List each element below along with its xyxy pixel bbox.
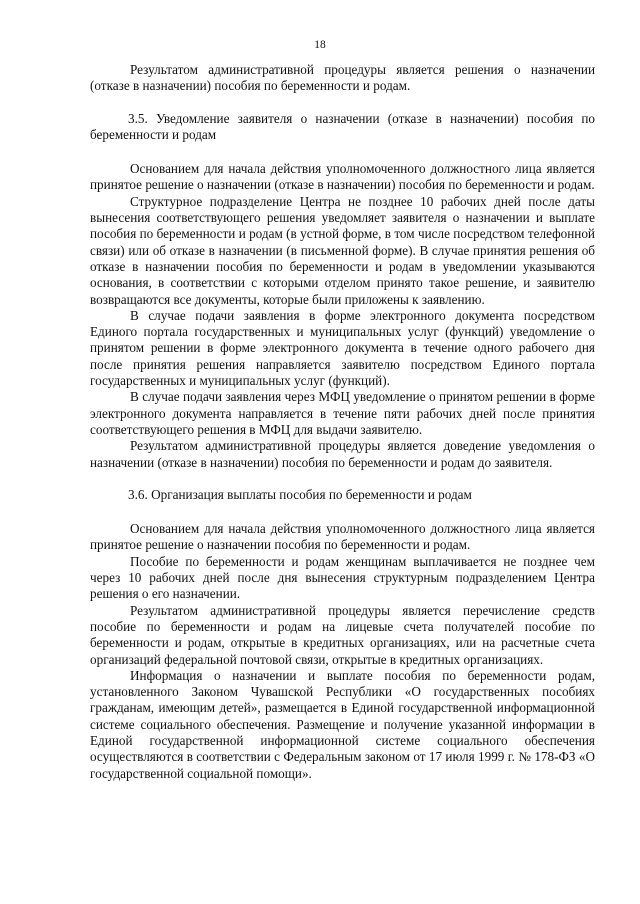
paragraph-information-placement: Информация о назначении и выплате пособия по беременности родам, установленного Законом Чувашской Республики «О государственных пособиях гражданам, имеющим детей», размещается в Единой государственной информационной системе социального обеспечения. Размещение и получение указанной информации в Единой государственной информационной системе социального обеспечения осуществляются в соответствии с Федеральным законом от 17 июля 1999 г. № 178-ФЗ «О государственной социальной помощи». [90,667,595,781]
paragraph-procedure-result: Результатом административной процедуры является решения о назначении (отказе в назначении) пособия по беременности и родам. [90,62,595,94]
paragraph-structural-unit-notice: Структурное подразделение Центра не позднее 10 рабочих дней после даты вынесения соответствующего решения уведомляет заявителя о назначении и выплате пособия по беременности и родам (в устной форме, в том числе посредством телефонной связи) или об отказе в назначении (в письменной форме). В случае принятия решения об отказе в назначении пособия по беременности и родам в уведомлении указываются основания, в соответствии с которыми отделом принято такое решение, и заявителю возвращаются все документы, которые были приложены к заявлению. [90,193,595,307]
section-heading-3-6: 3.6. Организация выплаты пособия по беременности и родам [128,486,472,502]
paragraph-notification-result: Результатом административной процедуры является доведение уведомления о назначении (отказе в назначении) пособия по беременности и родам до заявителя. [90,438,595,470]
paragraph-basis-payment: Основанием для начала действия уполномоченного должностного лица является принятое решение о назначении пособия по беременности и родам. [90,521,595,553]
page-number: 18 [314,39,326,51]
paragraph-basis-notification: Основанием для начала действия уполномоченного должностного лица является принятое решение о назначении (отказе в назначении) пособия по беременности и родам. [90,161,595,193]
paragraph-payment-result: Результатом административной процедуры является перечисление средств пособие по беременности и родам на лицевые счета получателей пособие по беременности и родам, открытые в кредитных организациях, или на расчетные счета организаций федеральной почтовой связи, открытые в кредитных организациях. [90,602,595,667]
paragraph-electronic-submission: В случае подачи заявления в форме электронного документа посредством Единого портала государственных и муниципальных услуг (функций) уведомление о принятом решении в форме электронного документа в течение одного рабочего дня после принятия решения направляется заявителю посредством Единого портала государственных и муниципальных услуг (функций). [90,307,595,389]
paragraph-payment-deadline: Пособие по беременности и родам женщинам выплачивается не позднее чем через 10 рабочих дней после дня вынесения структурным подразделением Центра решения о его назначении. [90,553,595,602]
section-heading-3-5: 3.5. Уведомление заявителя о назначении (отказе в назначении) пособия по беременности и родам [90,110,595,142]
paragraph-mfc-submission: В случае подачи заявления через МФЦ уведомление о принятом решении в форме электронного документа направляется в течение пяти рабочих дней после принятия соответствующего решения в МФЦ для выдачи заявителю. [90,389,595,437]
document-body [90,62,595,782]
